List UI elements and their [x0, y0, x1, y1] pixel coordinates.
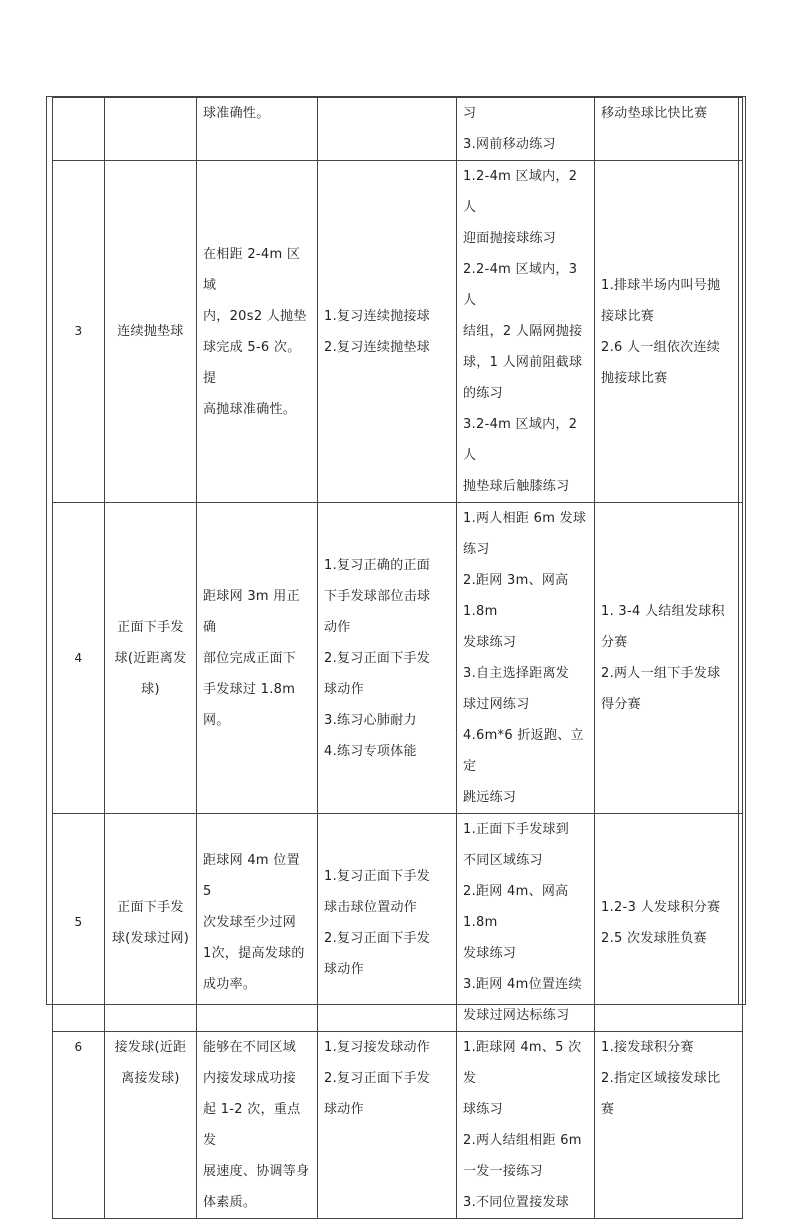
- lesson-plan-table: [52, 97, 743, 1219]
- cell-line: 赛: [601, 1102, 615, 1117]
- row-number-cell: 4: [53, 503, 105, 814]
- review-content-cell: [318, 161, 457, 503]
- cell-line: 2.复习连续抛垫球: [324, 339, 431, 355]
- cell-line: 球动作: [324, 1102, 364, 1117]
- games-cell: [595, 161, 743, 503]
- cell-line: 2.6 人一组依次连续: [601, 339, 721, 355]
- row-number-cell: 3: [53, 161, 105, 503]
- cell-line: 1.正面下手发球到: [463, 822, 570, 837]
- cell-line: 展速度、协调等身: [203, 1164, 310, 1179]
- cell-line: 2.指定区域接发球比: [601, 1071, 721, 1086]
- cell-line: 离接发球): [121, 1071, 180, 1086]
- cell-line: 1.复习连续抛接球: [324, 308, 431, 324]
- cell-line: 习: [463, 106, 477, 121]
- row-number-cell: 5: [53, 814, 105, 1032]
- cell-line: 部位完成正面下: [203, 650, 297, 666]
- cell-line: 2.距网 3m、网高 1.8m: [463, 573, 569, 619]
- goal-cell: [197, 1032, 318, 1219]
- cell-line: 1.两人相距 6m 发球: [463, 511, 587, 526]
- cell-line: 球练习: [463, 1102, 503, 1117]
- review-content-cell: [318, 1032, 457, 1219]
- cell-line: 1.接发球积分赛: [601, 1040, 694, 1055]
- games-cell: [595, 98, 743, 161]
- cell-line: 发球练习: [463, 635, 517, 650]
- cell-line: 4.练习专项体能: [324, 743, 417, 759]
- cell-line: 分赛: [601, 635, 628, 650]
- review-content-cell: [318, 814, 457, 1032]
- lesson-name-cell: [105, 814, 197, 1032]
- row-number-cell: [53, 98, 105, 161]
- cell-line: 移动垫球比快比赛: [601, 106, 708, 121]
- cell-line: 2.距网 4m、网高 1.8m: [463, 884, 569, 930]
- lesson-name-cell: [105, 503, 197, 814]
- cell-line: 球动作: [324, 961, 364, 977]
- review-content-cell: [318, 503, 457, 814]
- cell-line: 下手发球部位击球: [324, 588, 431, 604]
- review-content-cell: [318, 98, 457, 161]
- cell-line: 1次，提高发球的: [203, 946, 305, 961]
- goal-cell: [197, 814, 318, 1032]
- cell-line: 一发一接练习: [463, 1164, 543, 1179]
- lesson-name-cell: [105, 161, 197, 503]
- cell-line: 3.不同位置接发球: [463, 1195, 570, 1210]
- cell-line: 体素质。: [203, 1195, 257, 1210]
- cell-line: 1.2-4m 区域内，2 人: [463, 169, 578, 215]
- cell-line: 球(近距离发: [114, 650, 187, 666]
- games-cell: [595, 1032, 743, 1219]
- cell-line: 球): [141, 681, 160, 697]
- cell-line: 能够在不同区域: [203, 1040, 297, 1055]
- cell-line: 距球网 4m 位置 5: [203, 853, 300, 899]
- cell-line: 球击球位置动作: [324, 899, 418, 915]
- cell-line: 抛接球比赛: [601, 370, 668, 386]
- cell-line: 发球练习: [463, 946, 517, 961]
- cell-line: 连续抛垫球: [117, 324, 184, 339]
- cell-line: 正面下手发: [117, 899, 184, 915]
- goal-cell: [197, 98, 318, 161]
- lesson-name-cell: [105, 1032, 197, 1219]
- cell-line: 起 1-2 次，重点发: [203, 1102, 301, 1148]
- cell-line: 高抛球准确性。: [203, 401, 297, 417]
- cell-line: 的练习: [463, 386, 503, 401]
- cell-line: 2.两人结组相距 6m: [463, 1133, 582, 1148]
- goal-cell: [197, 161, 318, 503]
- cell-line: 接发球(近距: [114, 1040, 187, 1055]
- cell-line: 4.6m*6 折返跑、立定: [463, 728, 584, 774]
- cell-line: 距球网 3m 用正确: [203, 588, 300, 635]
- cell-line: 得分赛: [601, 697, 641, 712]
- cell-line: 球，1 人网前阻截球: [463, 355, 583, 370]
- table-row: [53, 1032, 743, 1219]
- cell-line: 练习: [463, 542, 490, 557]
- practice-content-cell: [457, 503, 595, 814]
- practice-content-cell: [457, 161, 595, 503]
- cell-line: 球完成 5-6 次。提: [203, 339, 301, 386]
- cell-line: 正面下手发: [117, 619, 184, 635]
- cell-line: 2.两人一组下手发球: [601, 666, 721, 681]
- cell-line: 2.复习正面下手发: [324, 1071, 431, 1086]
- cell-line: 1.2-3 人发球积分赛: [601, 899, 721, 915]
- table-body: [53, 98, 743, 1219]
- cell-line: 球过网练习: [463, 697, 530, 712]
- cell-line: 手发球过 1.8m网。: [203, 681, 296, 728]
- cell-line: 1.距球网 4m、5 次发: [463, 1040, 582, 1086]
- row-number-cell: 6: [53, 1032, 105, 1219]
- cell-line: 在相距 2-4m 区域: [203, 246, 301, 293]
- cell-line: 动作: [324, 619, 351, 635]
- games-cell: [595, 503, 743, 814]
- cell-line: 1.复习正确的正面: [324, 557, 431, 573]
- table-row: [53, 503, 743, 814]
- practice-content-cell: [457, 814, 595, 1032]
- cell-line: 球准确性。: [203, 106, 270, 121]
- cell-line: 3.距网 4m位置连续: [463, 977, 582, 992]
- practice-content-cell: [457, 1032, 595, 1219]
- cell-line: 1. 3-4 人结组发球积: [601, 604, 725, 619]
- cell-line: 2.5 次发球胜负赛: [601, 930, 707, 946]
- table-row: [53, 814, 743, 1032]
- cell-line: 接球比赛: [601, 308, 655, 324]
- cell-line: 迎面抛接球练习: [463, 231, 557, 246]
- cell-line: 2.复习正面下手发: [324, 930, 431, 946]
- cell-line: 3.网前移动练习: [463, 137, 556, 152]
- cell-line: 1.复习接发球动作: [324, 1040, 431, 1055]
- cell-line: 次发球至少过网: [203, 915, 297, 930]
- cell-line: 3.自主选择距离发: [463, 666, 570, 681]
- games-cell: [595, 814, 743, 1032]
- cell-line: 内，20s2 人抛垫: [203, 308, 307, 324]
- cell-line: 2.2-4m 区域内，3 人: [463, 262, 578, 308]
- cell-line: 1.复习正面下手发: [324, 868, 431, 884]
- cell-line: 结组，2 人隔网抛接: [463, 324, 583, 339]
- practice-content-cell: [457, 98, 595, 161]
- cell-line: 不同区域练习: [463, 853, 543, 868]
- cell-line: 1.排球半场内叫号抛: [601, 277, 721, 293]
- cell-line: 抛垫球后触膝练习: [463, 479, 570, 494]
- cell-line: 跳远练习: [463, 790, 517, 805]
- lesson-name-cell: [105, 98, 197, 161]
- cell-line: 球(发球过网): [111, 930, 190, 946]
- cell-line: 内接发球成功接: [203, 1071, 297, 1086]
- cell-line: 球动作: [324, 681, 364, 697]
- cell-line: 成功率。: [203, 977, 257, 992]
- goal-cell: [197, 503, 318, 814]
- cell-line: 3.练习心肺耐力: [324, 712, 417, 728]
- cell-line: 3.2-4m 区域内，2 人: [463, 417, 578, 463]
- table-row: [53, 161, 743, 503]
- cell-line: 发球过网达标练习: [463, 1008, 570, 1023]
- cell-line: 2.复习正面下手发: [324, 650, 431, 666]
- table-row: [53, 98, 743, 161]
